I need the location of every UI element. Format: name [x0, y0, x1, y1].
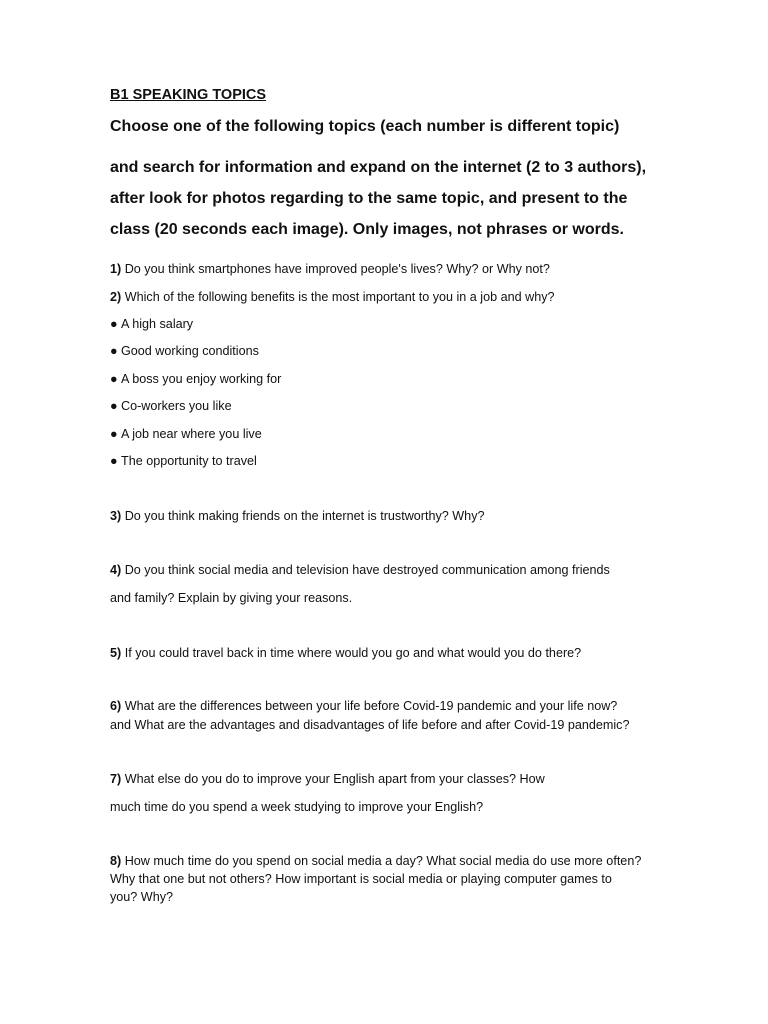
question-number: 5)	[110, 646, 122, 660]
question-8-continuation: Why that one but not others? How important is social media or playing computer games to	[110, 872, 612, 886]
question-text: Do you think making friends on the internet is trustworthy? Why?	[124, 509, 485, 523]
question-8	[110, 854, 641, 868]
bullet-text: Good working conditions	[121, 344, 259, 358]
question-text: If you could travel back in time where would you go and what would you do there?	[124, 646, 582, 660]
question-2	[110, 290, 555, 304]
bullet-icon: ●	[110, 427, 118, 441]
bullet-item	[110, 372, 281, 386]
bullet-text: Co-workers you like	[121, 399, 232, 413]
intro-line-1: Choose one of the following topics (each number is different topic)	[110, 118, 620, 135]
question-6	[110, 699, 617, 713]
question-1	[110, 262, 550, 276]
question-7	[110, 772, 545, 786]
question-7-continuation: much time do you spend a week studying to improve your English?	[110, 800, 484, 814]
bullet-text: The opportunity to travel	[121, 454, 257, 468]
question-4-continuation: and family? Explain by giving your reasons.	[110, 591, 353, 605]
bullet-icon: ●	[110, 399, 118, 413]
bullet-icon: ●	[110, 344, 118, 358]
question-number: 6)	[110, 699, 122, 713]
bullet-icon: ●	[110, 454, 118, 468]
bullet-icon: ●	[110, 372, 118, 386]
bullet-item	[110, 454, 257, 468]
question-3	[110, 509, 485, 523]
question-number: 3)	[110, 509, 122, 523]
question-number: 4)	[110, 563, 122, 577]
intro-line-2: and search for information and expand on the internet (2 to 3 authors),	[110, 159, 647, 176]
intro-line-3: after look for photos regarding to the same topic, and present to the	[110, 190, 628, 207]
question-text: Which of the following benefits is the most important to you in a job and why?	[124, 290, 555, 304]
bullet-text: A boss you enjoy working for	[121, 372, 282, 386]
question-text: What are the differences between your life before Covid-19 pandemic and your life now?	[124, 699, 618, 713]
question-8-continuation: you? Why?	[110, 890, 173, 904]
bullet-item	[110, 427, 262, 441]
question-text: How much time do you spend on social media a day? What social media do use more often?	[124, 854, 642, 868]
bullet-item	[110, 317, 193, 331]
question-4	[110, 563, 610, 577]
bullet-text: A job near where you live	[121, 427, 262, 441]
question-5	[110, 646, 581, 660]
question-text: Do you think smartphones have improved people's lives? Why? or Why not?	[124, 262, 550, 276]
question-text: Do you think social media and television have destroyed communication among friends	[124, 563, 610, 577]
bullet-item	[110, 399, 232, 413]
bullet-item	[110, 344, 259, 358]
page-title: B1 SPEAKING TOPICS	[110, 87, 267, 103]
question-6-continuation: and What are the advantages and disadvantages of life before and after Covid-19 pandemic?	[110, 718, 630, 732]
question-number: 7)	[110, 772, 122, 786]
question-number: 8)	[110, 854, 122, 868]
question-number: 1)	[110, 262, 122, 276]
question-number: 2)	[110, 290, 122, 304]
bullet-text: A high salary	[121, 317, 194, 331]
question-text: What else do you do to improve your English apart from your classes? How	[124, 772, 545, 786]
bullet-icon: ●	[110, 317, 118, 331]
intro-line-4: class (20 seconds each image). Only images, not phrases or words.	[110, 221, 624, 238]
